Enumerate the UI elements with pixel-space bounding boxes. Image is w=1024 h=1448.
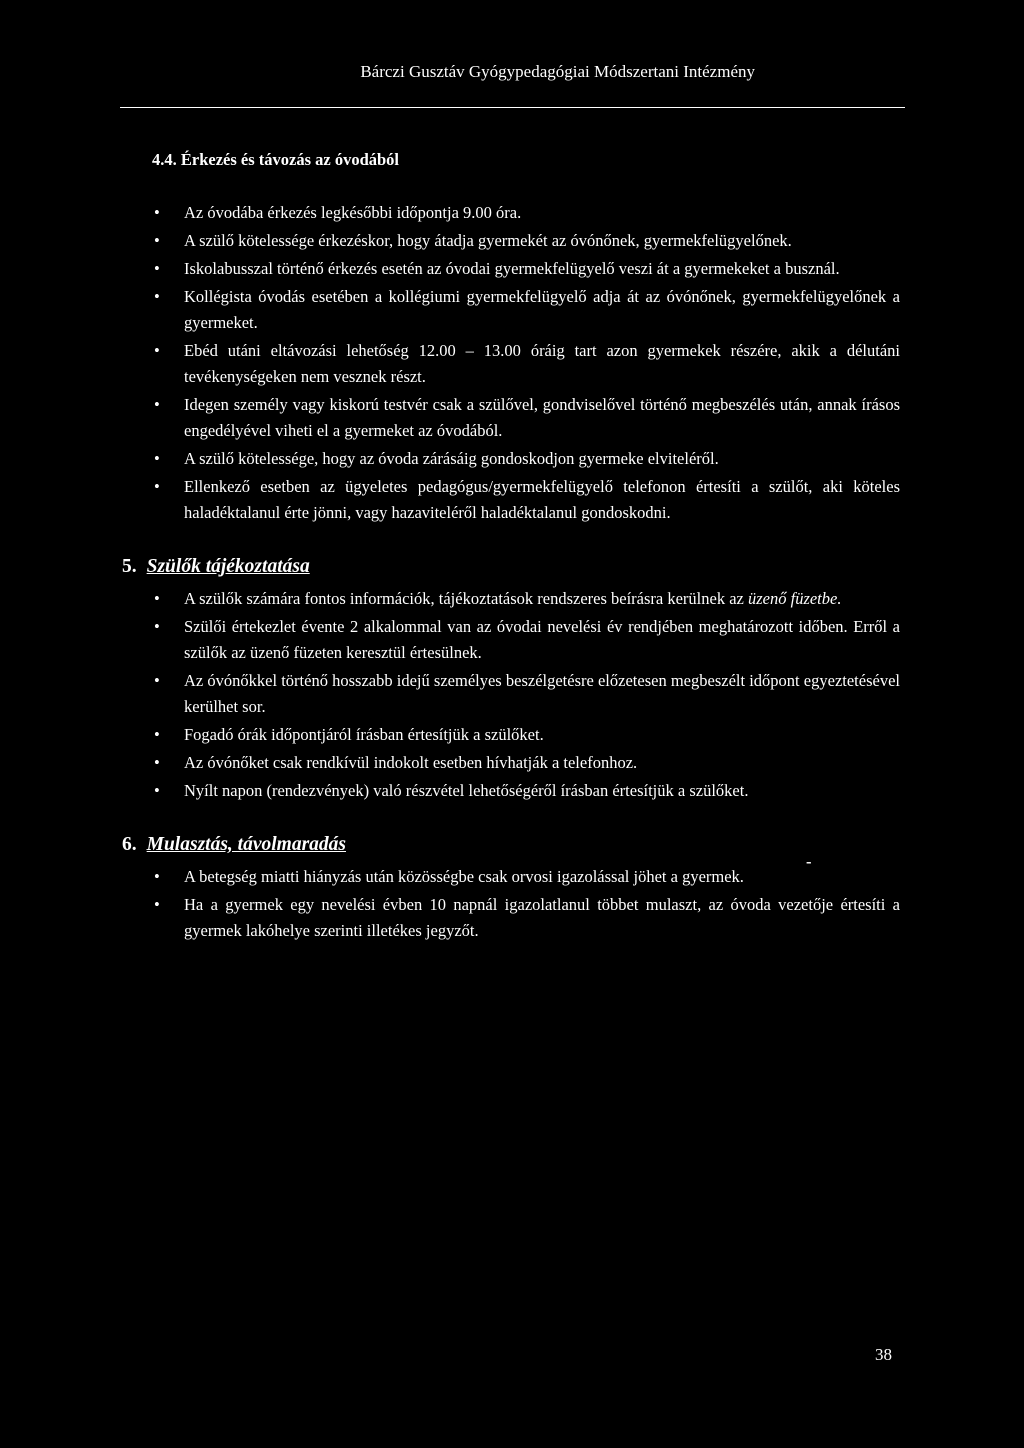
section-5-heading — [122, 556, 900, 578]
section-5-number: 5. — [122, 556, 137, 577]
bullet-icon: • — [154, 203, 160, 222]
list-item: • A szülő kötelessége érkezéskor, hogy átadja gyermekét az óvónőnek, gyermekfelügyelőnek. — [122, 228, 900, 254]
list-item: • Idegen személy vagy kiskorú testvér csak a szülővel, gondviselővel történő megbeszélés után, annak írásos engedélyével viheti el a gyermeket az óvodából. — [122, 392, 900, 444]
bullet-icon: • — [154, 395, 160, 414]
bullet-icon: • — [154, 895, 160, 914]
list-item: • Kollégista óvodás esetében a kollégiumi gyermekfelügyelő adja át az óvónőnek, gyermekfelügyelőnek a gyermeket. — [122, 284, 900, 336]
bullet-icon: • — [154, 617, 160, 636]
section-6-title: Mulasztás, távolmaradás — [146, 834, 346, 855]
list-item: • A betegség miatti hiányzás után közösségbe csak orvosi igazolással jöhet a gyermek. — [122, 864, 900, 890]
list-item: • Fogadó órák időpontjáról írásban értesítjük a szülőket. — [122, 722, 900, 748]
institution-name: Bárczi Gusztáv Gyógypedagógiai Módszertani Intézmény — [360, 62, 755, 81]
bullet-icon: • — [154, 231, 160, 250]
bullet-icon: • — [154, 287, 160, 306]
document-body — [122, 150, 900, 946]
list-item: • Iskolabusszal történő érkezés esetén az óvodai gyermekfelügyelő veszi át a gyermekeket a busznál. — [122, 256, 900, 282]
page-header — [120, 62, 905, 82]
list-item: • Ebéd utáni eltávozási lehetőség 12.00 – 13.00 óráig tart azon gyermekek részére, akik a délutáni tevékenységeken nem vesznek részt. — [122, 338, 900, 390]
bullet-icon: • — [154, 589, 160, 608]
bullet-icon: • — [154, 259, 160, 278]
section-4-4-title: 4.4. Érkezés és távozás az óvodából — [152, 150, 400, 169]
list-item: • A szülő kötelessége, hogy az óvoda zárásáig gondoskodjon gyermeke elviteléről. — [122, 446, 900, 472]
bullet-icon: • — [154, 725, 160, 744]
section-5-list — [122, 586, 900, 804]
bullet-icon: • — [154, 477, 160, 496]
bullet-icon: • — [154, 867, 160, 886]
bullet-icon: • — [154, 449, 160, 468]
section-6-number: 6. — [122, 834, 137, 855]
list-item: • Az óvodába érkezés legkésőbbi időpontja 9.00 óra. — [122, 200, 900, 226]
list-item: • Szülői értekezlet évente 2 alkalommal van az óvodai nevelési év rendjében meghatározott időben. Erről a szülők az üzenő füzeten keresztül értesülnek. — [122, 614, 900, 666]
page-number: 38 — [875, 1345, 892, 1364]
list-item: • Ha a gyermek egy nevelési évben 10 napnál igazolatlanul többet mulaszt, az óvoda vezetője értesíti a gyermek lakóhelye szerinti illetékes jegyzőt. — [122, 892, 900, 944]
section-4-4-list — [122, 200, 900, 526]
bullet-icon: • — [154, 341, 160, 360]
bullet-icon: • — [154, 781, 160, 800]
list-item: • Az óvónőket csak rendkívül indokolt esetben hívhatják a telefonhoz. — [122, 750, 900, 776]
list-item: • Az óvónőkkel történő hosszabb idejű személyes beszélgetésre előzetesen megbeszélt időpont egyeztetésével kerülhet sor. — [122, 668, 900, 720]
section-5-title: Szülők tájékoztatása — [146, 556, 310, 577]
bullet-icon: • — [154, 671, 160, 690]
stray-dash-mark: - — [806, 852, 812, 871]
section-6-heading — [122, 834, 900, 856]
list-item: • Nyílt napon (rendezvények) való részvétel lehetőségéről írásban értesítjük a szülőket. — [122, 778, 900, 804]
list-item: • A szülők számára fontos információk, tájékoztatások rendszeres beírásra kerülnek az üzenő füzetbe. — [122, 586, 900, 612]
bullet-icon: • — [154, 753, 160, 772]
header-divider — [120, 107, 905, 108]
section-6-list — [122, 864, 900, 944]
list-item: • Ellenkező esetben az ügyeletes pedagógus/gyermekfelügyelő telefonon értesíti a szülőt, aki köteles haladéktalanul érte jönni, vagy hazaviteléről haladéktalanul gondoskodni. — [122, 474, 900, 526]
